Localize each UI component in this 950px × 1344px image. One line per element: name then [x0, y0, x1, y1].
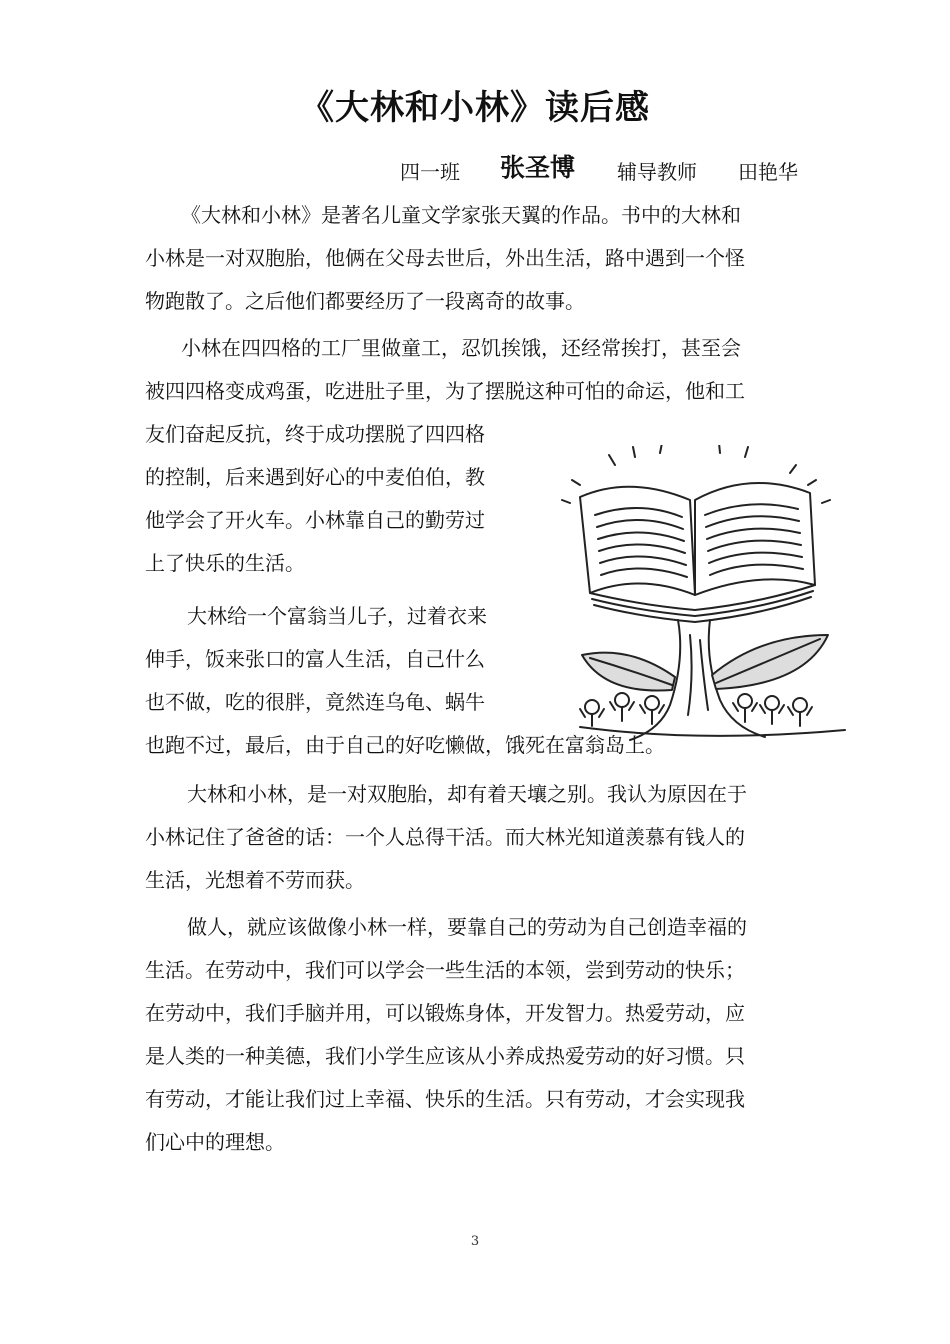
teacher-role: 辅导教师 — [617, 160, 697, 184]
text-line: 友们奋起反抗，终于成功摆脱了四四格 — [145, 422, 485, 446]
text-line: 大林和小林，是一对双胞胎，却有着天壤之别。我认为原因在于 — [187, 782, 747, 806]
page-title: 《大林和小林》读后感 — [300, 88, 650, 128]
student-name: 张圣博 — [500, 153, 576, 182]
paragraph-1 — [145, 194, 805, 323]
text-line: 小林是一对双胞胎，他俩在父母去世后，外出生活，路中遇到一个怪 — [145, 246, 745, 270]
page-number: 3 — [470, 1234, 480, 1249]
paragraph-5 — [145, 906, 805, 1164]
text-line: 也不做，吃的很胖，竟然连乌龟、蜗牛 — [145, 690, 485, 714]
text-line: 生活，光想着不劳而获。 — [145, 868, 365, 892]
text-line: 小林记住了爸爸的话：一个人总得干活。而大林光知道羡慕有钱人的 — [145, 825, 745, 849]
class-name: 四一班 — [400, 160, 460, 184]
text-line: 伸手，饭来张口的富人生活，自己什么 — [145, 647, 485, 671]
text-line: 被四四格变成鸡蛋，吃进肚子里，为了摆脱这种可怕的命运，他和工 — [145, 379, 745, 403]
text-line: 生活。在劳动中，我们可以学会一些生活的本领，尝到劳动的快乐； — [145, 958, 745, 982]
book-tree-illustration — [560, 445, 850, 750]
text-line: 是人类的一种美德，我们小学生应该从小养成热爱劳动的好习惯。只 — [145, 1044, 745, 1068]
text-line: 在劳动中，我们手脑并用，可以锻炼身体，开发智力。热爱劳动，应 — [145, 1001, 745, 1025]
text-line: 大林给一个富翁当儿子，过着衣来 — [187, 604, 487, 628]
text-line: 上了快乐的生活。 — [145, 551, 305, 575]
text-line: 也跑不过，最后，由于自己的好吃懒做，饿死在富翁岛上。 — [145, 733, 665, 757]
text-line: 物跑散了。之后他们都要经历了一段离奇的故事。 — [145, 289, 585, 313]
teacher-name: 田艳华 — [738, 160, 798, 184]
paragraph-4 — [145, 773, 805, 902]
text-line: 的控制，后来遇到好心的中麦伯伯，教 — [145, 465, 485, 489]
text-line: 他学会了开火车。小林靠自己的勤劳过 — [145, 508, 485, 532]
text-line: 《大林和小林》是著名儿童文学家张天翼的作品。书中的大林和 — [181, 203, 741, 227]
text-line: 小林在四四格的工厂里做童工，忍饥挨饿，还经常挨打，甚至会 — [181, 336, 741, 360]
text-line: 做人，就应该做像小林一样，要靠自己的劳动为自己创造幸福的 — [187, 915, 747, 939]
text-line: 有劳动，才能让我们过上幸福、快乐的生活。只有劳动，才会实现我 — [145, 1087, 745, 1111]
text-line: 们心中的理想。 — [145, 1130, 285, 1154]
byline — [370, 150, 830, 190]
